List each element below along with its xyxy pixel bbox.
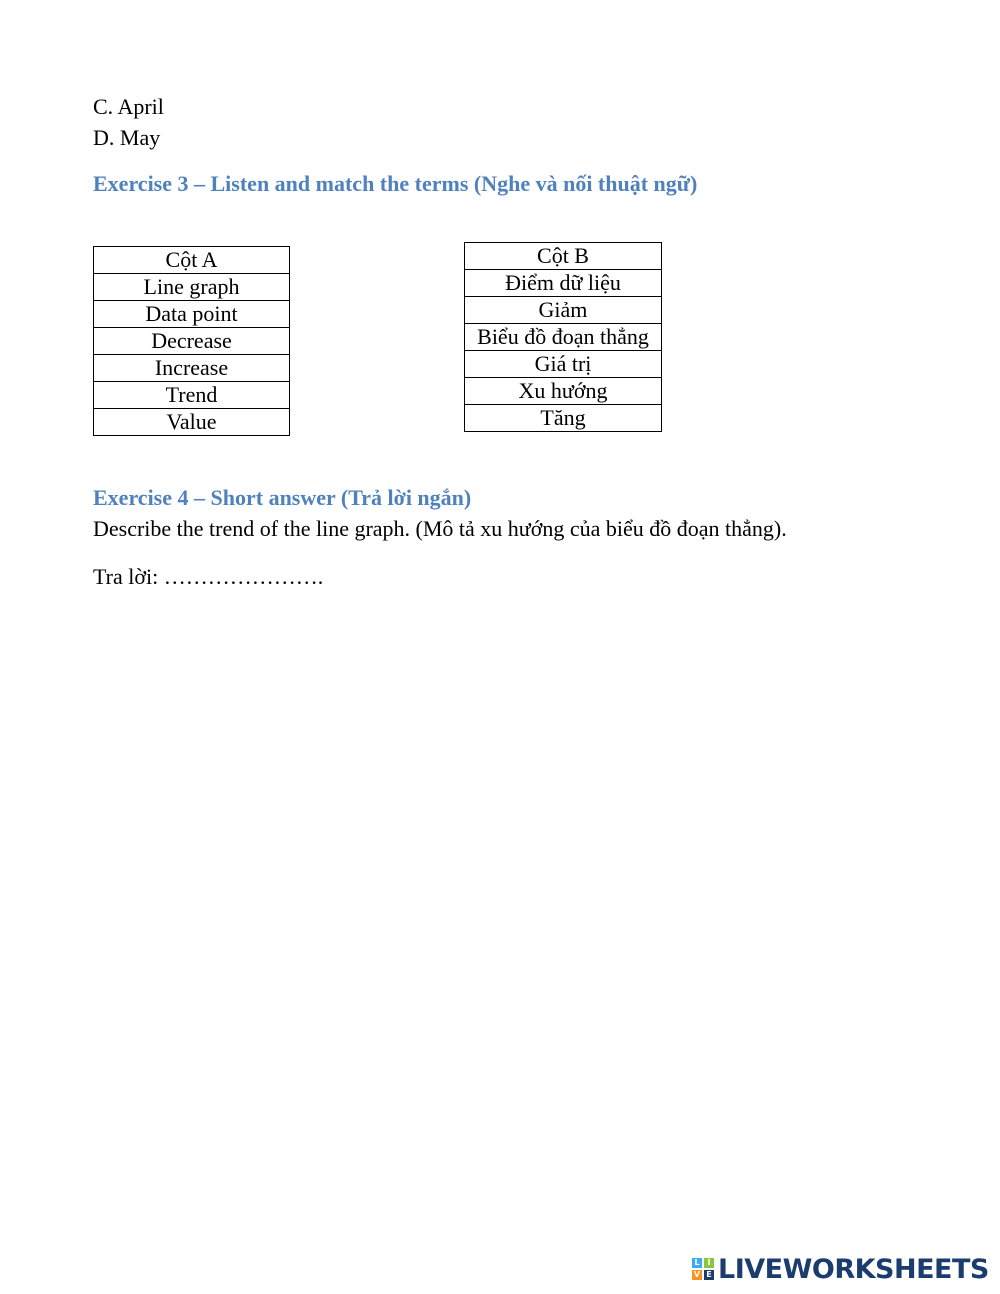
column-b-header: Cột B [465,243,662,270]
column-a-item[interactable]: Line graph [94,274,290,301]
column-a-item[interactable]: Value [94,409,290,436]
exercise-4-prompt: Describe the trend of the line graph. (Mô tả xu hướng của biểu đồ đoạn thẳng). [93,516,787,541]
logo-wordmark: LIVEWORKSHEETS [718,1253,989,1285]
column-b-item[interactable]: Tăng [465,405,662,432]
column-a-header: Cột A [94,247,290,274]
logo-mark-letter: I [704,1258,714,1268]
logo-mark-letter: E [704,1270,714,1280]
column-a-item[interactable]: Trend [94,382,290,409]
exercise-4-heading: Exercise 4 – Short answer (Trả lời ngắn) [93,485,472,510]
logo-mark-letter: L [692,1258,702,1268]
column-a-table [93,246,290,436]
option-c: C. April [93,94,164,119]
column-b-item[interactable]: Giá trị [465,351,662,378]
column-a-item[interactable]: Data point [94,301,290,328]
column-b-item[interactable]: Biểu đồ đoạn thẳng [465,324,662,351]
liveworksheets-mark-icon [692,1258,714,1280]
column-b-item[interactable]: Xu hướng [465,378,662,405]
column-b-item[interactable]: Giảm [465,297,662,324]
exercise-3-heading: Exercise 3 – Listen and match the terms (Nghe và nối thuật ngữ) [93,171,698,196]
option-d: D. May [93,125,161,150]
answer-line[interactable]: Tra lời: …………………. [93,564,324,589]
logo-mark-letter: V [693,1270,701,1279]
column-b-item[interactable]: Điểm dữ liệu [465,270,662,297]
liveworksheets-logo [692,1253,989,1285]
column-a-item[interactable]: Increase [94,355,290,382]
column-a-item[interactable]: Decrease [94,328,290,355]
column-b-table [464,242,662,432]
